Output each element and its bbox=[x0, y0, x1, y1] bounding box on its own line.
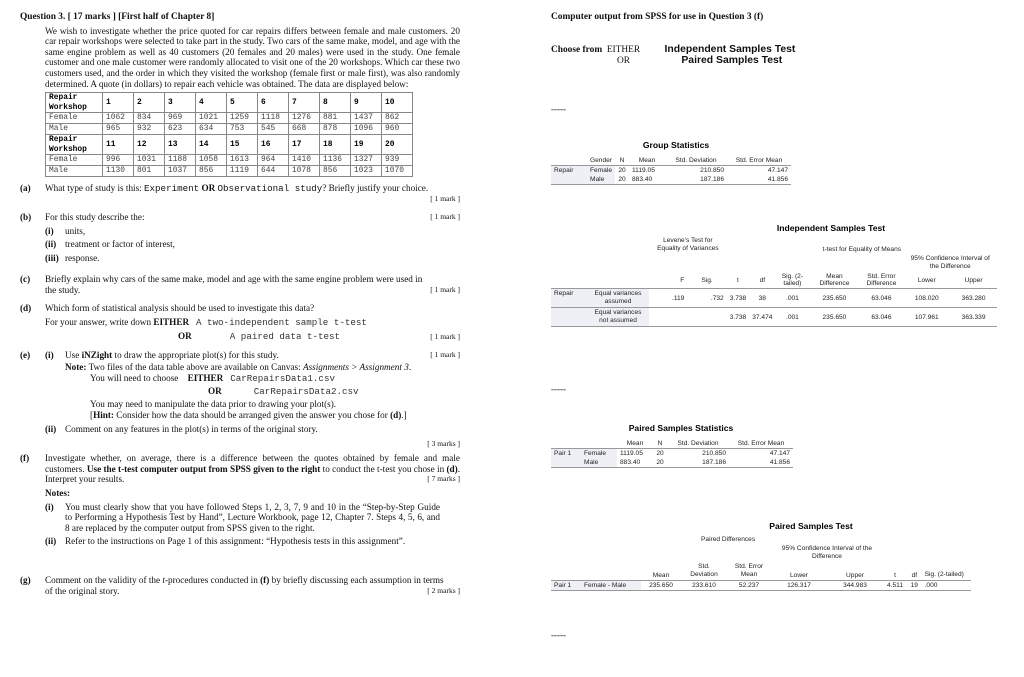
data-table bbox=[45, 92, 413, 177]
workshop-header-row bbox=[46, 93, 413, 113]
question-intro: We wish to investigate whether the price quoted for car repairs differs between female and male customers. 20 car repair workshops were selected to take part in the study. Two cars of the same make, model, and age with the same engine problem as well as 40 customers (20 females and 20 males) were used in the study. One female customer and one male customer were randomly allocated to visit one of the 20 workshops. Which car these two customers used, and the order in which they visited the workshop (female first or male first), was also randomly determined. A quote (in dollars) to repair each vehicle was obtained. The data are displayed below: bbox=[45, 25, 460, 89]
table-cell: 1078 bbox=[289, 166, 320, 177]
table-cell: 9 bbox=[351, 93, 382, 113]
mark-a: [ 1 mark ] bbox=[430, 194, 460, 204]
table-cell: 8 bbox=[320, 93, 351, 113]
table-cell: 1070 bbox=[382, 166, 413, 177]
table-cell: 1096 bbox=[351, 124, 382, 135]
table-cell: 1058 bbox=[196, 155, 227, 166]
table-cell: 856 bbox=[320, 166, 351, 177]
table-cell: 881 bbox=[320, 113, 351, 124]
table-cell: 834 bbox=[134, 113, 165, 124]
table-cell: 1136 bbox=[320, 155, 351, 166]
table-cell: 10 bbox=[382, 93, 413, 113]
table-cell: 13 bbox=[165, 135, 196, 155]
row-label: Female bbox=[46, 113, 103, 124]
table-cell: 801 bbox=[134, 166, 165, 177]
table-cell: 856 bbox=[196, 166, 227, 177]
table-cell: 878 bbox=[320, 124, 351, 135]
table-cell: 1327 bbox=[351, 155, 382, 166]
table-cell: 4 bbox=[196, 93, 227, 113]
table-cell: 16 bbox=[258, 135, 289, 155]
question-b: (b) For this study describe the: [ 1 mark ] (i) units, (ii) treatment or factor of interest, (iii) response. bbox=[20, 212, 460, 263]
table-cell: 932 bbox=[134, 124, 165, 135]
male-row bbox=[46, 166, 413, 177]
table-cell: 545 bbox=[258, 124, 289, 135]
question-column bbox=[20, 12, 460, 597]
separator: ----- bbox=[551, 630, 566, 640]
row-label: Repair Workshop bbox=[46, 93, 103, 113]
table-cell: 1118 bbox=[258, 113, 289, 124]
separator: ----- bbox=[551, 384, 566, 394]
paired-samples-test-table: Paired Samples Test Paired Differences 95% Confidence Interval of the Difference Mean Std. Deviation Std. Error Mean Lower Upper t df Sig. (2-tailed) Pair 1 Female - Male 235.650 233.610 52.237 126.317 344.983 4.511 19 .000 bbox=[551, 521, 1001, 591]
mark-e-ii: [ 3 marks ] bbox=[427, 439, 460, 449]
question-e: (e) (i) Use iNZight to draw the appropriate plot(s) for this study. [ 1 mark ] Note: Two files of the data table above are available on Canvas: Assignments > Assignment 3. You will need to choose EITHER CarRepairsData1.csv OR CarRepairsData2.csv You may need to manipulate the data prior to drawing your plot(s). [Hint: Consider how the data should be arranged given the answer you chose for (d).] (ii) Comment on any features in the plot(s) in terms of the original story. [ 3 marks ] bbox=[20, 350, 460, 449]
table-cell: 1037 bbox=[165, 166, 196, 177]
table-cell: 17 bbox=[289, 135, 320, 155]
table-cell: 1276 bbox=[289, 113, 320, 124]
mark-f: [ 7 marks ] bbox=[427, 474, 460, 484]
separator: ----- bbox=[551, 104, 566, 114]
table-cell: 1062 bbox=[103, 113, 134, 124]
mark-e-i: [ 1 mark ] bbox=[430, 350, 460, 360]
table-cell: 12 bbox=[134, 135, 165, 155]
group-statistics-table: Group Statistics Gender N Mean Std. Deviation Std. Error Mean Repair Female 20 1119.05 210.850 47.147 Male 20 883.40 187.186 41.856 bbox=[551, 140, 801, 185]
table-cell: 623 bbox=[165, 124, 196, 135]
table-cell: 2 bbox=[134, 93, 165, 113]
question-f: (f) Investigate whether, on average, there is a difference between the quotes obtained by female and male customers. Use the t-test computer output from SPSS given to the right to conduct the t-test you chose in (d). Interpret your results. [ 7 marks ] Notes: (i) You must clearly show that you have followed Steps 1, 2, 3, 7, 9 and 10 in the “Step-by-Step Guide to Performing a Hypothesis Test by Hand”, Lecture Workbook, page 12, Chapter 7. Steps 4, 5, 6, and 8 are replaced by the computer output from SPSS given to the right. (ii) Refer to the instructions on Page 1 of this assignment: “Hypothesis tests in this assignment”. bbox=[20, 453, 460, 547]
table-cell: 939 bbox=[382, 155, 413, 166]
table-cell: 634 bbox=[196, 124, 227, 135]
table-cell: 1119 bbox=[227, 166, 258, 177]
table-cell: 1 bbox=[103, 93, 134, 113]
table-cell: 996 bbox=[103, 155, 134, 166]
question-a: (a) What type of study is this: Experiment OR Observational study? Briefly justify your choice. [ 1 mark ] bbox=[20, 183, 460, 204]
row-label: Female bbox=[46, 155, 103, 166]
table-cell: 1259 bbox=[227, 113, 258, 124]
table-cell: 1023 bbox=[351, 166, 382, 177]
workshop-header-row bbox=[46, 135, 413, 155]
male-row bbox=[46, 124, 413, 135]
table-cell: 19 bbox=[351, 135, 382, 155]
table-cell: 14 bbox=[196, 135, 227, 155]
female-row bbox=[46, 113, 413, 124]
table-cell: 7 bbox=[289, 93, 320, 113]
table-cell: 1613 bbox=[227, 155, 258, 166]
spss-output-column bbox=[551, 12, 1011, 672]
row-label: Male bbox=[46, 166, 103, 177]
paired-samples-statistics-table: Paired Samples Statistics Mean N Std. Deviation Std. Error Mean Pair 1 Female 1119.05 20 210.850 47.147 Male 883.40 20 187.186 41.856 bbox=[551, 423, 811, 468]
table-cell: 5 bbox=[227, 93, 258, 113]
table-cell: 965 bbox=[103, 124, 134, 135]
female-row bbox=[46, 155, 413, 166]
spss-heading: Computer output from SPSS for use in Question 3 (f) bbox=[551, 12, 764, 22]
table-cell: 20 bbox=[382, 135, 413, 155]
question-c: (c) Briefly explain why cars of the same make, model and age with the same engine problem were used in the study. [ 1 mark ] bbox=[20, 274, 460, 295]
table-cell: 6 bbox=[258, 93, 289, 113]
mark-g: [ 2 marks ] bbox=[427, 586, 460, 596]
row-label: Repair Workshop bbox=[46, 135, 103, 155]
table-cell: 862 bbox=[382, 113, 413, 124]
table-cell: 1188 bbox=[165, 155, 196, 166]
mark-c: [ 1 mark ] bbox=[430, 285, 460, 295]
table-cell: 15 bbox=[227, 135, 258, 155]
table-cell: 668 bbox=[289, 124, 320, 135]
table-cell: 1031 bbox=[134, 155, 165, 166]
table-cell: 753 bbox=[227, 124, 258, 135]
mark-b: [ 1 mark ] bbox=[430, 212, 460, 222]
independent-samples-test-table: Independent Samples Test Levene's Test for Equality of Variances t-test for Equality of Means 95% Confidence Interval of the Difference F Sig. t df Sig. (2-tailed) Mean Difference Std. Error Difference Lower Upper Repair Equal variances assumed .119 .732 3.738 38 .001 235.650 63.046 108.020 363.280 Equal variances not assumed 3.738 37.474 .001 235.650 63.046 107.961 363.339 bbox=[551, 223, 1001, 327]
table-cell: 644 bbox=[258, 166, 289, 177]
table-cell: 1021 bbox=[196, 113, 227, 124]
table-cell: 964 bbox=[258, 155, 289, 166]
table-cell: 969 bbox=[165, 113, 196, 124]
mark-d: [ 1 mark ] bbox=[430, 332, 460, 342]
question-d: (d) Which form of statistical analysis should be used to investigate this data? For your answer, write down EITHER A two-independent sample t-test OR A paired data t-test [ 1 mark ] bbox=[20, 303, 460, 343]
question-g: (g) Comment on the validity of the t-procedures conducted in (f) by briefly discussing each assumption in terms of the original story. [ 2 marks ] bbox=[20, 575, 460, 596]
choose-from: Choose from EITHER Independent Samples Test OR Paired Samples Test bbox=[551, 44, 796, 66]
table-cell: 11 bbox=[103, 135, 134, 155]
table-cell: 18 bbox=[320, 135, 351, 155]
row-label: Male bbox=[46, 124, 103, 135]
table-cell: 1410 bbox=[289, 155, 320, 166]
table-cell: 1437 bbox=[351, 113, 382, 124]
table-cell: 960 bbox=[382, 124, 413, 135]
question-heading: Question 3. [ 17 marks ] [First half of Chapter 8] bbox=[20, 12, 215, 22]
table-cell: 1130 bbox=[103, 166, 134, 177]
table-cell: 3 bbox=[165, 93, 196, 113]
